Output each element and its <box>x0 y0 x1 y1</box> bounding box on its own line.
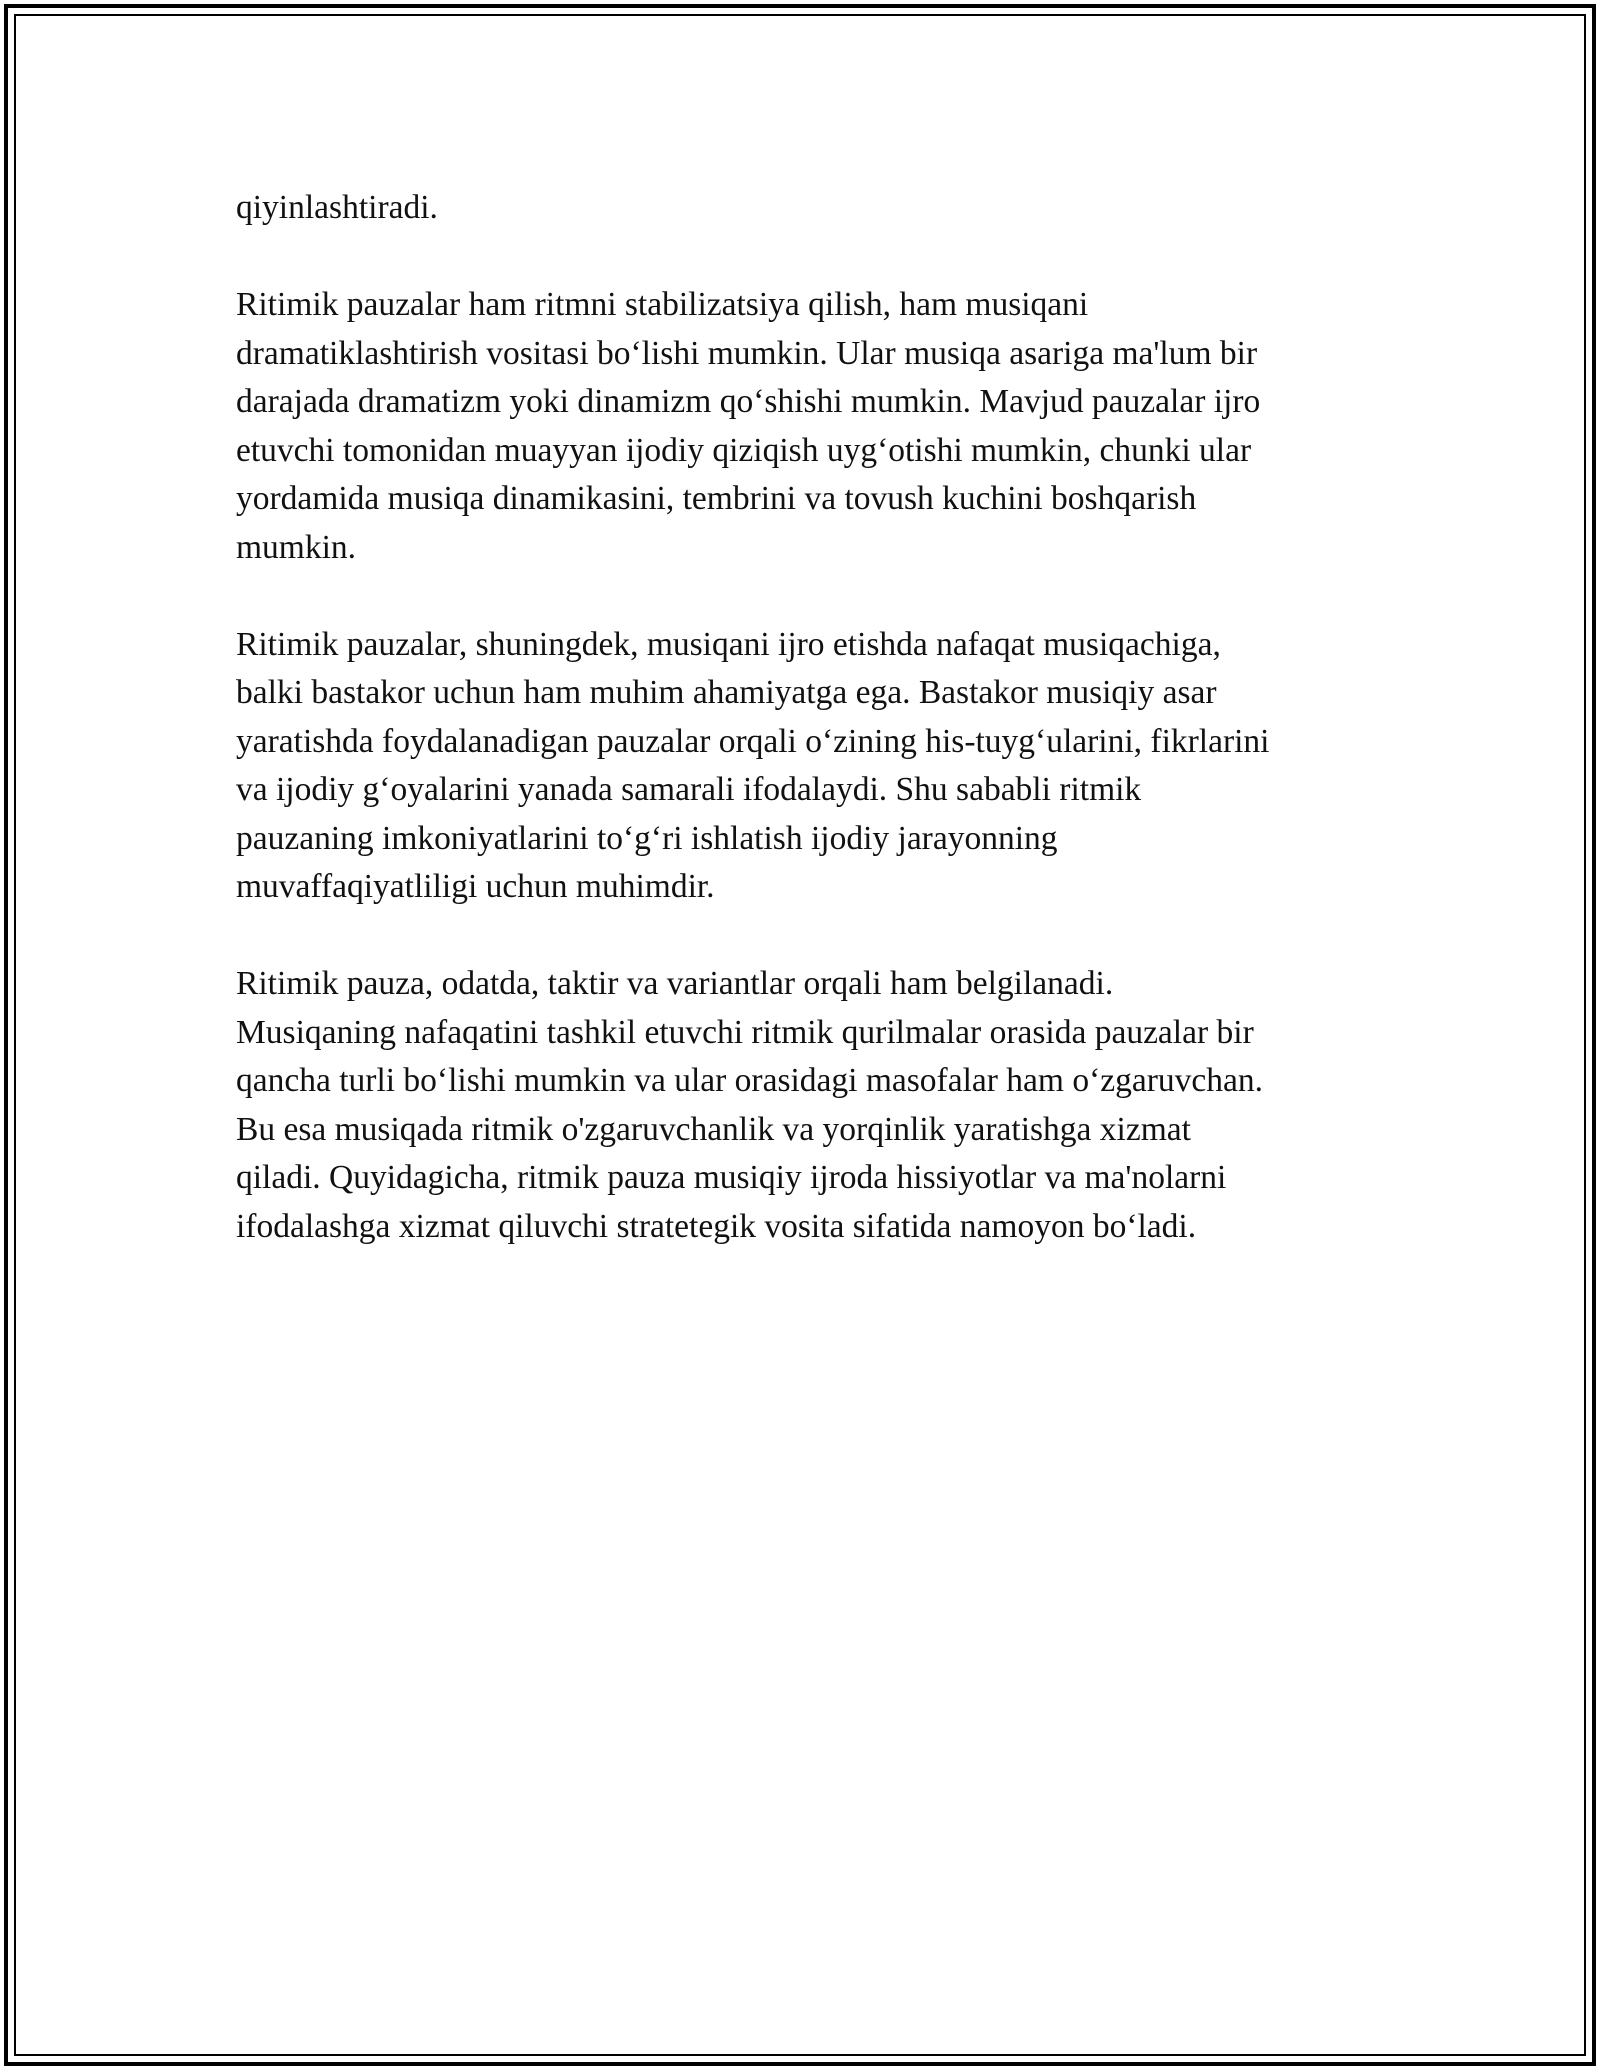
paragraph-rhythmic-pause-variants: Ritimik pauza, odatda, taktir va variantlar orqali ham belgilanadi. Musiqaning nafaqatini tashkil etuvchi ritmik qurilmalar orasida pauzalar bir qancha turli bo‘lishi mumkin va ular orasidagi masofalar ham o‘zgaruvchan. Bu esa musiqada ritmik o'zgaruvchanlik va yorqinlik yaratishga xizmat qiladi. Quyidagicha, ritmik pauza musiqiy ijroda hissiyotlar va ma'nolarni ifodalashga xizmat qiluvchi stratetegik vosita sifatida namoyon bo‘ladi. <box>236 965 1264 1245</box>
paragraph-rhythmic-pauses-composer: Ritimik pauzalar, shuningdek, musiqani ijro etishda nafaqat musiqachiga, balki bastakor uchun ham muhim ahamiyatga ega. Bastakor musiqiy asar yaratishda foydalanadigan pauzalar orqali o‘zining his-tuyg‘ularini, fikrlarini va ijodiy g‘oyalarini yanada samarali ifodalaydi. Shu sababli ritmik pauzaning imkoniyatlarini to‘g‘ri ishlatish ijodiy jarayonning muvaffaqiyatliligi uchun muhimdir. <box>236 625 1270 905</box>
document-body <box>236 184 1376 1300</box>
paragraph-rhythmic-pauses-dramatization: Ritimik pauzalar ham ritmni stabilizatsiya qilish, ham musiqani dramatiklashtirish vositasi bo‘lishi mumkin. Ular musiqa asariga ma'lum bir darajada dramatizm yoki dinamizm qo‘shishi mumkin. Mavjud pauzalar ijro etuvchi tomonidan muayyan ijodiy qiziqish uyg‘otishi mumkin, chunki ular yordamida musiqa dinamikasini, tembrini va tovush kuchini boshqarish mumkin. <box>236 286 1261 566</box>
paragraph-continuation: qiyinlashtiradi. <box>236 189 438 226</box>
